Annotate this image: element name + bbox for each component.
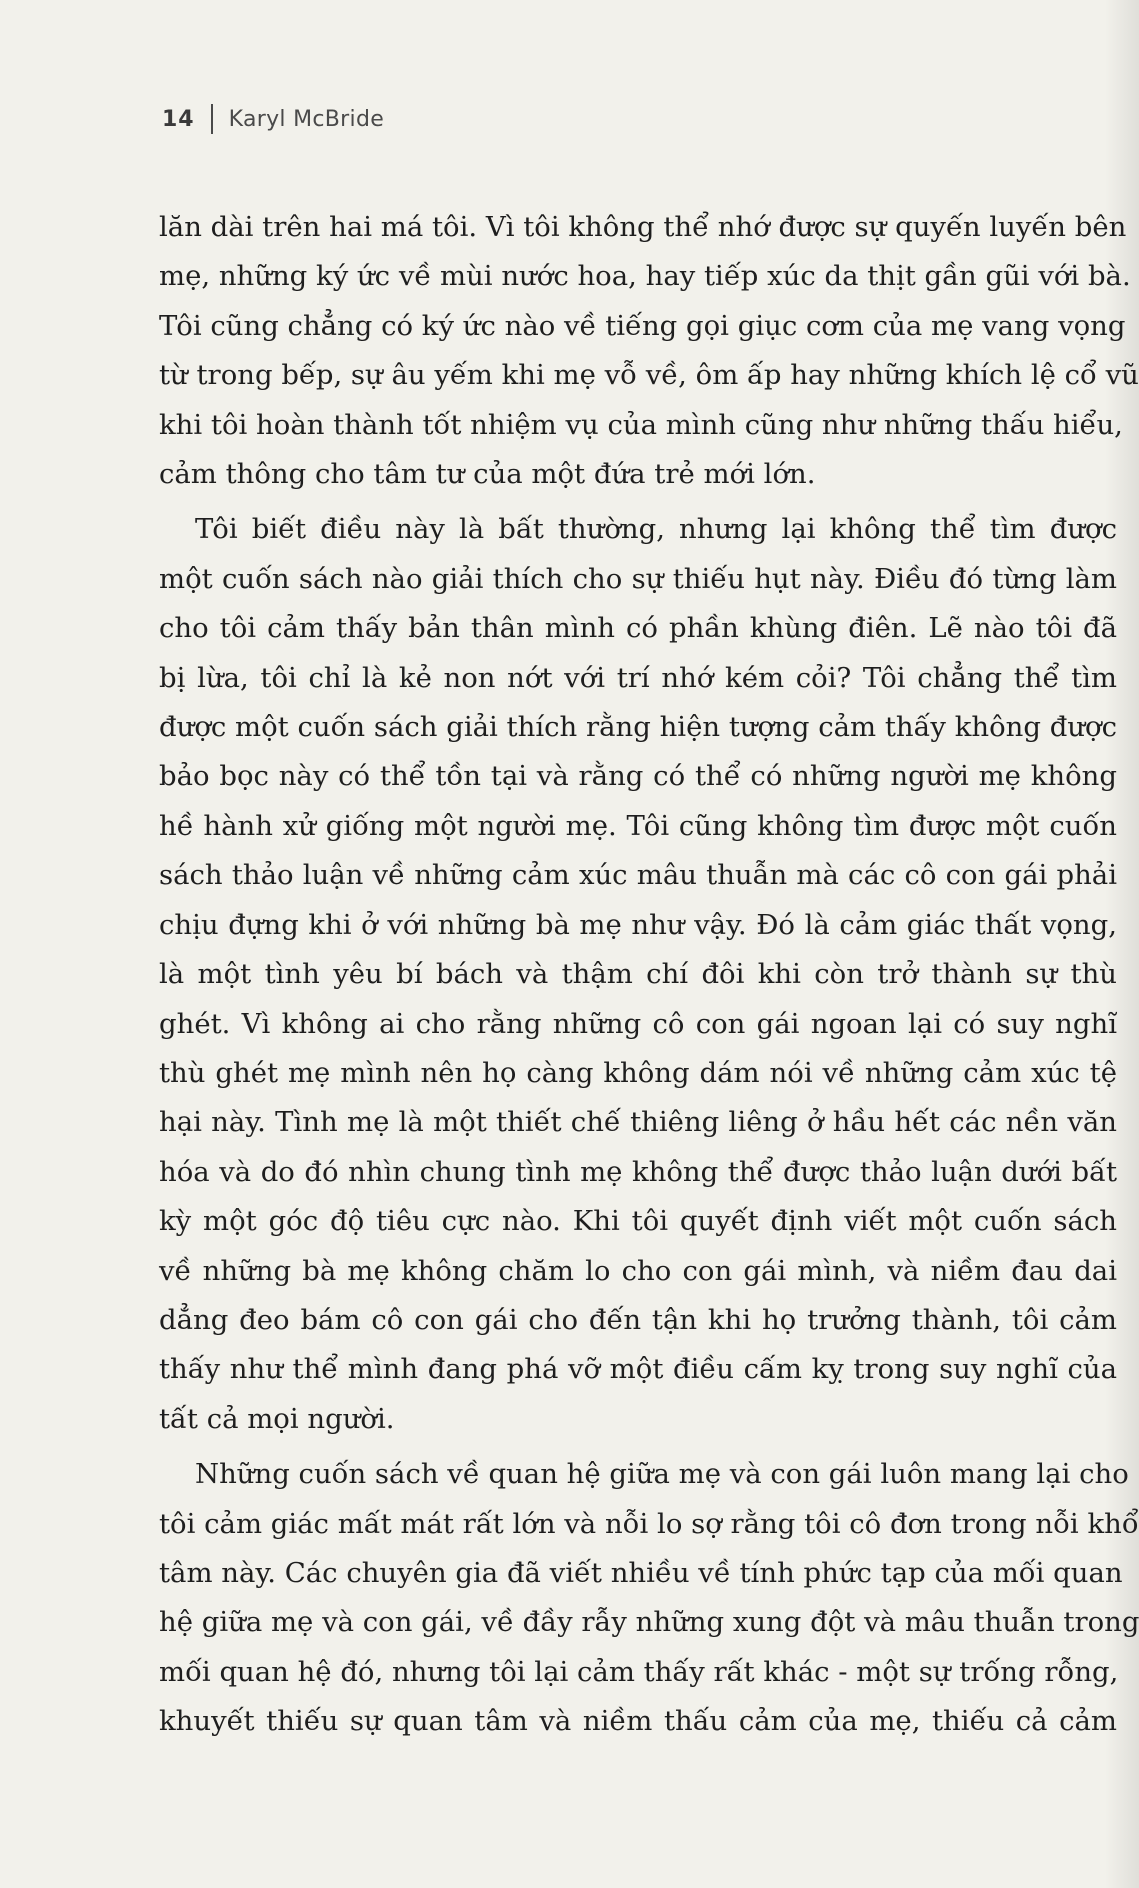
body-text <box>159 203 1139 1753</box>
text-line: về những bà mẹ không chăm lo cho con gái mình, và niềm đau dai <box>159 1254 1117 1287</box>
paragraph <box>159 1450 1139 1746</box>
text-line: chịu đựng khi ở với những bà mẹ như vậy. Đó là cảm giác thất vọng, <box>159 908 1117 941</box>
page-number: 14 <box>162 106 195 132</box>
text-line: cảm thông cho tâm tư của một đứa trẻ mới lớn. <box>159 458 816 491</box>
text-line: mối quan hệ đó, nhưng tôi lại cảm thấy rất khác - một sự trống rỗng, <box>159 1655 1119 1688</box>
text-line: thù ghét mẹ mình nên họ càng không dám nói về những cảm xúc tệ <box>159 1056 1117 1089</box>
text-line: mẹ, những ký ức về mùi nước hoa, hay tiếp xúc da thịt gần gũi với bà. <box>159 260 1131 293</box>
text-line: dẳng đeo bám cô con gái cho đến tận khi họ trưởng thành, tôi cảm <box>159 1303 1117 1336</box>
text-line: được một cuốn sách giải thích rằng hiện tượng cảm thấy không được <box>159 711 1117 744</box>
text-line: tôi cảm giác mất mát rất lớn và nỗi lo sợ rằng tôi cô đơn trong nỗi khổ <box>159 1507 1139 1540</box>
text-line: tất cả mọi người. <box>159 1402 395 1435</box>
text-line: khi tôi hoàn thành tốt nhiệm vụ của mình cũng như những thấu hiểu, <box>159 408 1123 441</box>
paragraph <box>159 203 1139 499</box>
text-line: từ trong bếp, sự âu yếm khi mẹ vỗ về, ôm ấp hay những khích lệ cổ vũ <box>159 359 1139 392</box>
text-line: một cuốn sách nào giải thích cho sự thiếu hụt này. Điều đó từng làm <box>159 562 1117 595</box>
text-line: Tôi cũng chẳng có ký ức nào về tiếng gọi giục cơm của mẹ vang vọng <box>159 309 1126 342</box>
text-line: Những cuốn sách về quan hệ giữa mẹ và con gái luôn mang lại cho <box>195 1458 1129 1491</box>
text-line: khuyết thiếu sự quan tâm và niềm thấu cảm của mẹ, thiếu cả cảm <box>159 1705 1117 1738</box>
text-line: là một tình yêu bí bách và thậm chí đôi khi còn trở thành sự thù <box>159 958 1117 991</box>
header-divider <box>211 104 213 134</box>
text-line: sách thảo luận về những cảm xúc mâu thuẫn mà các cô con gái phải <box>159 859 1117 892</box>
text-line: Tôi biết điều này là bất thường, nhưng lại không thể tìm được <box>195 513 1117 546</box>
text-line: lăn dài trên hai má tôi. Vì tôi không thể nhớ được sự quyến luyến bên <box>159 211 1127 243</box>
running-header <box>162 104 384 134</box>
text-line: hệ giữa mẹ và con gái, về đầy rẫy những xung đột và mâu thuẫn trong <box>159 1606 1139 1639</box>
text-line: bảo bọc này có thể tồn tại và rằng có thể có những người mẹ không <box>159 760 1117 793</box>
text-line: cho tôi cảm thấy bản thân mình có phần khùng điên. Lẽ nào tôi đã <box>159 612 1117 645</box>
text-line: bị lừa, tôi chỉ là kẻ non nớt với trí nhớ kém cỏi? Tôi chẳng thể tìm <box>159 661 1117 694</box>
text-line: thấy như thể mình đang phá vỡ một điều cấm kỵ trong suy nghĩ của <box>159 1353 1117 1386</box>
paragraph <box>159 505 1117 1444</box>
text-line: tâm này. Các chuyên gia đã viết nhiều về tính phức tạp của mối quan <box>159 1556 1123 1589</box>
text-line: hóa và do đó nhìn chung tình mẹ không thể được thảo luận dưới bất <box>159 1155 1117 1188</box>
author-name: Karyl McBride <box>228 106 385 132</box>
text-line: hề hành xử giống một người mẹ. Tôi cũng không tìm được một cuốn <box>159 809 1117 842</box>
text-line: hại này. Tình mẹ là một thiết chế thiêng liêng ở hầu hết các nền văn <box>159 1106 1117 1139</box>
text-line: ghét. Vì không ai cho rằng những cô con gái ngoan lại có suy nghĩ <box>159 1007 1117 1040</box>
text-line: kỳ một góc độ tiêu cực nào. Khi tôi quyết định viết một cuốn sách <box>159 1205 1117 1238</box>
